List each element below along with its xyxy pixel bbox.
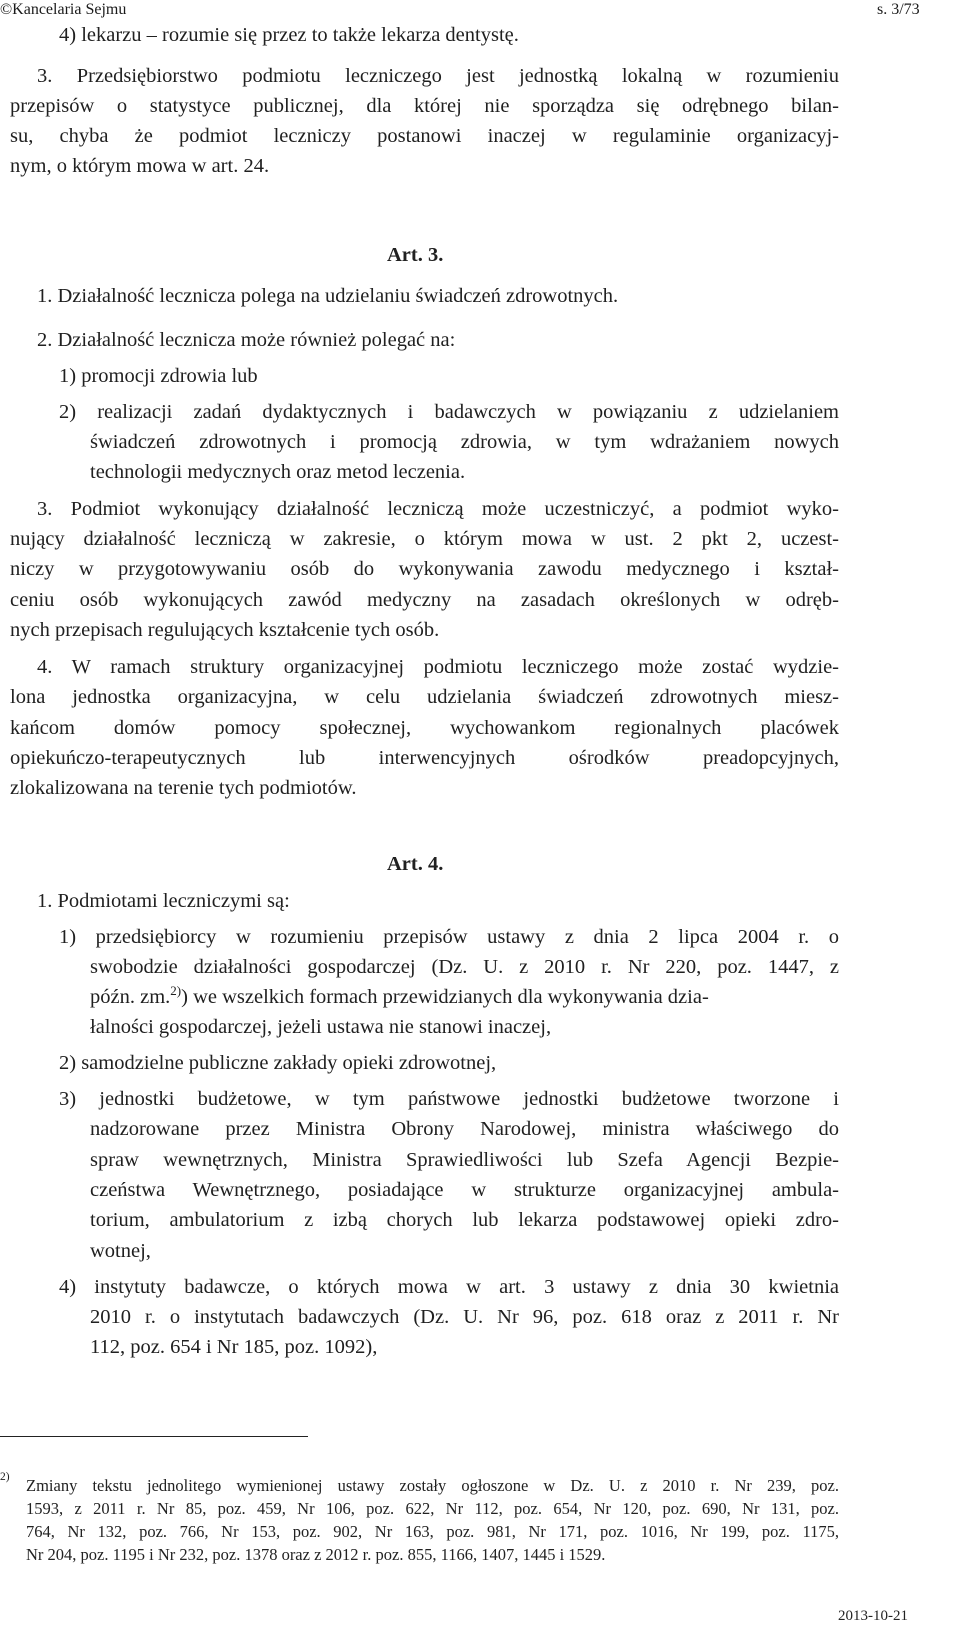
text-line: 1) przedsiębiorcy w rozumieniu przepisów ustawy z dnia 2 lipca 2004 r. o xyxy=(59,926,839,948)
footnote-line: 764, Nr 132, poz. 766, Nr 153, poz. 902, Nr 163, poz. 981, Nr 171, poz. 1016, Nr 199, poz. 1175, xyxy=(26,1522,839,1541)
text-line: wotnej, xyxy=(90,1240,151,1262)
footnote-separator xyxy=(0,1436,308,1437)
article-heading: Art. 3. xyxy=(387,244,444,266)
text-line: opiekuńczo-terapeutycznych lub interwencyjnych ośrodków preadopcyjnych, xyxy=(10,747,839,769)
footnote-line: Nr 204, poz. 1195 i Nr 232, poz. 1378 oraz z 2012 r. poz. 855, 1166, 1407, 1445 i 1529. xyxy=(26,1545,606,1564)
text-line: lona jednostka organizacyjna, w celu udzielania świadczeń zdrowotnych miesz- xyxy=(10,686,839,708)
text-fragment: późn. zm. xyxy=(90,986,171,1008)
text-line: nadzorowane przez Ministra Obrony Narodowej, ministra właściwego do xyxy=(90,1118,839,1140)
text-line xyxy=(90,983,709,1011)
text-line: 2. Działalność lecznicza może również polegać na: xyxy=(37,329,456,351)
text-line: łalności gospodarczej, jeżeli ustawa nie stanowi inaczej, xyxy=(90,1016,552,1038)
text-line: 1. Podmiotami leczniczymi są: xyxy=(37,890,290,912)
footnote-line: 1593, z 2011 r. Nr 85, poz. 459, Nr 106, poz. 622, Nr 112, poz. 654, Nr 120, poz. 690, Nr 131, poz. xyxy=(26,1499,839,1518)
text-line: swobodzie działalności gospodarczej (Dz. U. z 2010 r. Nr 220, poz. 1447, z xyxy=(90,956,839,978)
text-line: przepisów o statystyce publicznej, dla której nie sporządza się odrębnego bilan- xyxy=(10,95,839,117)
text-line: 4) instytuty badawcze, o których mowa w art. 3 ustawy z dnia 30 kwietnia xyxy=(59,1276,839,1298)
text-line: 2) samodzielne publiczne zakłady opieki zdrowotnej, xyxy=(59,1052,497,1074)
article-heading: Art. 4. xyxy=(387,853,444,875)
text-line: świadczeń zdrowotnych i promocją zdrowia, w tym wdrażaniem nowych xyxy=(90,431,839,453)
footnote-marker: 2) xyxy=(0,1471,10,1483)
text-line: 4) lekarzu – rozumie się przez to także lekarza dentystę. xyxy=(59,24,519,46)
text-line: nym, o którym mowa w art. 24. xyxy=(10,155,270,177)
text-line: 1. Działalność lecznicza polega na udzielaniu świadczeń zdrowotnych. xyxy=(37,285,619,307)
text-line: 3. Przedsiębiorstwo podmiotu leczniczego jest jednostką lokalną w rozumieniu xyxy=(37,65,839,87)
text-line: kańcom domów pomocy społecznej, wychowankom regionalnych placówek xyxy=(10,717,839,739)
text-line: ceniu osób wykonujących zawód medyczny na zasadach określonych w odręb- xyxy=(10,589,839,611)
text-line: spraw wewnętrznych, Ministra Sprawiedliwości lub Szefa Agencji Bezpie- xyxy=(90,1149,839,1171)
text-line: nych przepisach regulujących kształcenie tych osób. xyxy=(10,619,440,641)
text-line: 112, poz. 654 i Nr 185, poz. 1092), xyxy=(90,1336,378,1358)
text-line: 1) promocji zdrowia lub xyxy=(59,365,258,387)
text-line: su, chyba że podmiot leczniczy postanowi inaczej w regulaminie organizacyj- xyxy=(10,125,839,147)
text-line: 3. Podmiot wykonujący działalność leczniczą może uczestniczyć, a podmiot wyko- xyxy=(37,498,839,520)
footnote-reference: 2) xyxy=(170,983,182,999)
text-line: 2010 r. o instytutach badawczych (Dz. U. Nr 96, poz. 618 oraz z 2011 r. Nr xyxy=(90,1306,839,1328)
text-line: technologii medycznych oraz metod leczenia. xyxy=(90,461,466,483)
text-line: 2) realizacji zadań dydaktycznych i badawczych w powiązaniu z udzielaniem xyxy=(59,401,839,423)
header-left: ©Kancelaria Sejmu xyxy=(0,1,127,18)
text-line: 4. W ramach struktury organizacyjnej podmiotu leczniczego może zostać wydzie- xyxy=(37,656,839,678)
document-date: 2013-10-21 xyxy=(838,1608,908,1624)
text-line: niczy w przygotowywaniu osób do wykonywania zawodu medycznego i kształ- xyxy=(10,558,839,580)
text-line: torium, ambulatorium z izbą chorych lub lekarza podstawowej opieki zdro- xyxy=(90,1209,839,1231)
text-line: 3) jednostki budżetowe, w tym państwowe jednostki budżetowe tworzone i xyxy=(59,1088,839,1110)
page-number: s. 3/73 xyxy=(877,1,920,18)
text-fragment: ) we wszelkich formach przewidzianych dla wykonywania dzia- xyxy=(181,986,709,1008)
text-line: nujący działalność leczniczą w zakresie, o którym mowa w ust. 2 pkt 2, uczest- xyxy=(10,528,839,550)
text-line: zlokalizowana na terenie tych podmiotów. xyxy=(10,777,357,799)
footnote-line: Zmiany tekstu jednolitego wymienionej ustawy zostały ogłoszone w Dz. U. z 2010 r. Nr 239, poz. xyxy=(26,1476,839,1495)
text-line: czeństwa Wewnętrznego, posiadające w strukturze organizacyjnej ambula- xyxy=(90,1179,839,1201)
